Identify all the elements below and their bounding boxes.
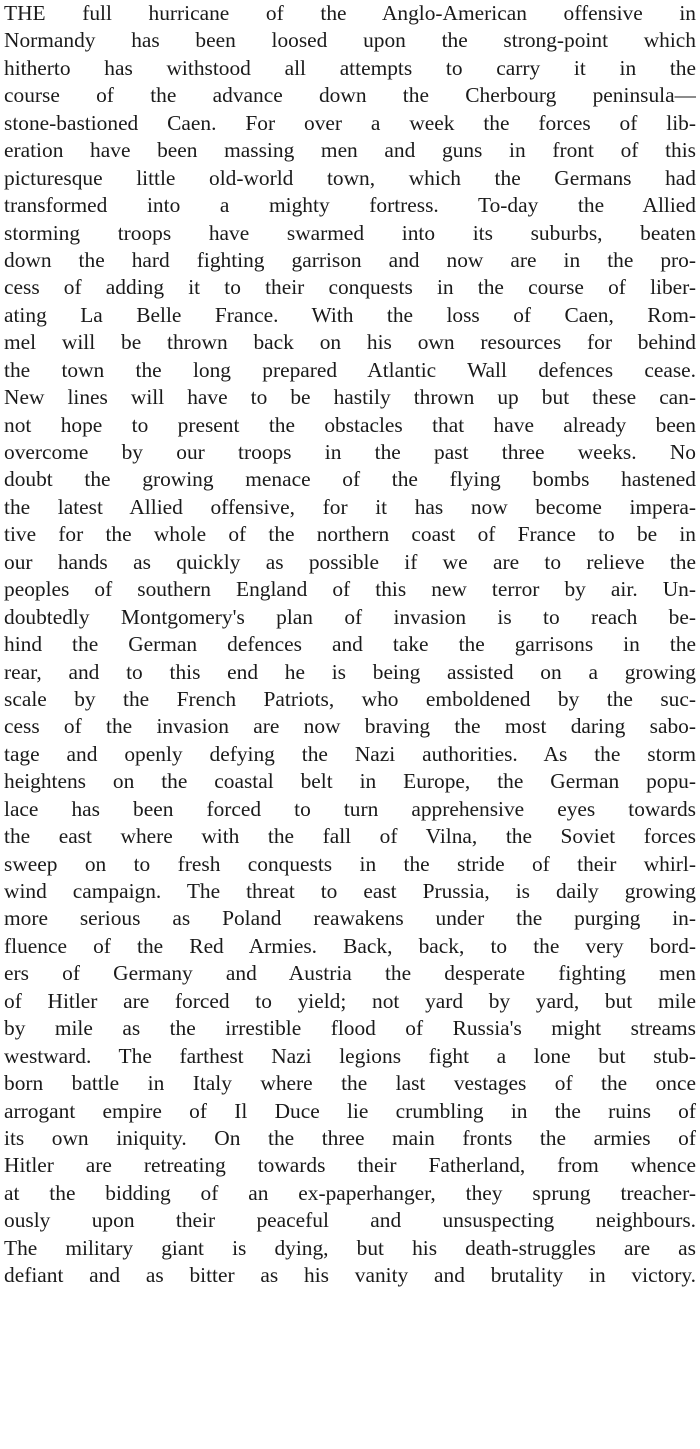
article-line: eration have been massing men and guns in front of this [4, 138, 696, 163]
article-line: mel will be thrown back on his own resources for behind [4, 330, 696, 355]
article-line: Normandy has been loosed upon the strong-point which [4, 28, 696, 53]
article-line: rear, and to this end he is being assisted on a growing [4, 659, 696, 684]
article-line: THE full hurricane of the Anglo-American offensive in [4, 1, 696, 25]
article-line: our hands as quickly as possible if we are to relieve the [4, 549, 696, 574]
article-line: lace has been forced to turn apprehensive eyes towards [4, 796, 696, 821]
article-line: doubt the growing menace of the flying bombs hastened [4, 467, 696, 492]
article-line: New lines will have to be hastily thrown up but these can- [4, 385, 696, 410]
article-line: the east where with the fall of Vilna, the Soviet forces [4, 824, 696, 849]
article-line: of Hitler are forced to yield; not yard by yard, but mile [4, 988, 696, 1013]
article-line: hitherto has withstood all attempts to carry it in the [4, 55, 696, 80]
article-line: doubtedly Montgomery's plan of invasion is to reach be- [4, 604, 696, 629]
article-line: more serious as Poland reawakens under the purging in- [4, 906, 696, 931]
article-line: at the bidding of an ex-paperhanger, they sprung treacher- [4, 1180, 696, 1205]
article-line: ers of Germany and Austria the desperate fighting men [4, 961, 696, 986]
article-line: the latest Allied offensive, for it has now become impera- [4, 494, 696, 519]
article-line: the town the long prepared Atlantic Wall defences cease. [4, 357, 696, 382]
article-line: ously upon their peaceful and unsuspecting neighbours. [4, 1208, 696, 1233]
article-line: heightens on the coastal belt in Europe, the German popu- [4, 769, 696, 794]
article-line: scale by the French Patriots, who emboldened by the suc- [4, 686, 696, 711]
article-line: westward. The farthest Nazi legions fight a lone but stub- [4, 1043, 696, 1068]
article-line: overcome by our troops in the past three weeks. No [4, 440, 696, 464]
article-line: The military giant is dying, but his death-struggles are as [4, 1235, 696, 1260]
article-line: down the hard fighting garrison and now are in the pro- [4, 247, 696, 272]
article-line: by mile as the irrestible flood of Russia's might streams [4, 1016, 696, 1041]
article-line: cess of the invasion are now braving the most daring sabo- [4, 714, 696, 739]
article-body [4, 0, 696, 1290]
article-line: defiant and as bitter as his vanity and brutality in victory. [4, 1263, 696, 1288]
article-line: ating La Belle France. With the loss of Caen, Rom- [4, 302, 696, 327]
article-line: cess of adding it to their conquests in the course of liber- [4, 275, 696, 300]
article-line: its own iniquity. On the three main fronts the armies of [4, 1125, 696, 1150]
article-line: wind campaign. The threat to east Prussia, is daily growing [4, 879, 696, 903]
article-line: hind the German defences and take the garrisons in the [4, 632, 696, 657]
article-line: picturesque little old-world town, which the Germans had [4, 165, 696, 190]
article-line: tive for the whole of the northern coast of France to be in [4, 522, 696, 547]
article-line: arrogant empire of Il Duce lie crumbling in the ruins of [4, 1098, 696, 1123]
article-line: Hitler are retreating towards their Fatherland, from whence [4, 1153, 696, 1178]
article-line: storming troops have swarmed into its suburbs, beaten [4, 220, 696, 245]
article-line: sweep on to fresh conquests in the stride of their whirl- [4, 851, 696, 876]
article-line: tage and openly defying the Nazi authorities. As the storm [4, 741, 696, 766]
article-line: not hope to present the obstacles that have already been [4, 412, 696, 437]
article-line: born battle in Italy where the last vestages of the once [4, 1071, 696, 1096]
article-line: peoples of southern England of this new terror by air. Un- [4, 577, 696, 602]
article-line: fluence of the Red Armies. Back, back, to the very bord- [4, 933, 696, 958]
article-line: transformed into a mighty fortress. To-day the Allied [4, 193, 696, 218]
article-line: course of the advance down the Cherbourg peninsula— [4, 83, 696, 108]
article-line: stone-bastioned Caen. For over a week the forces of lib- [4, 110, 696, 135]
